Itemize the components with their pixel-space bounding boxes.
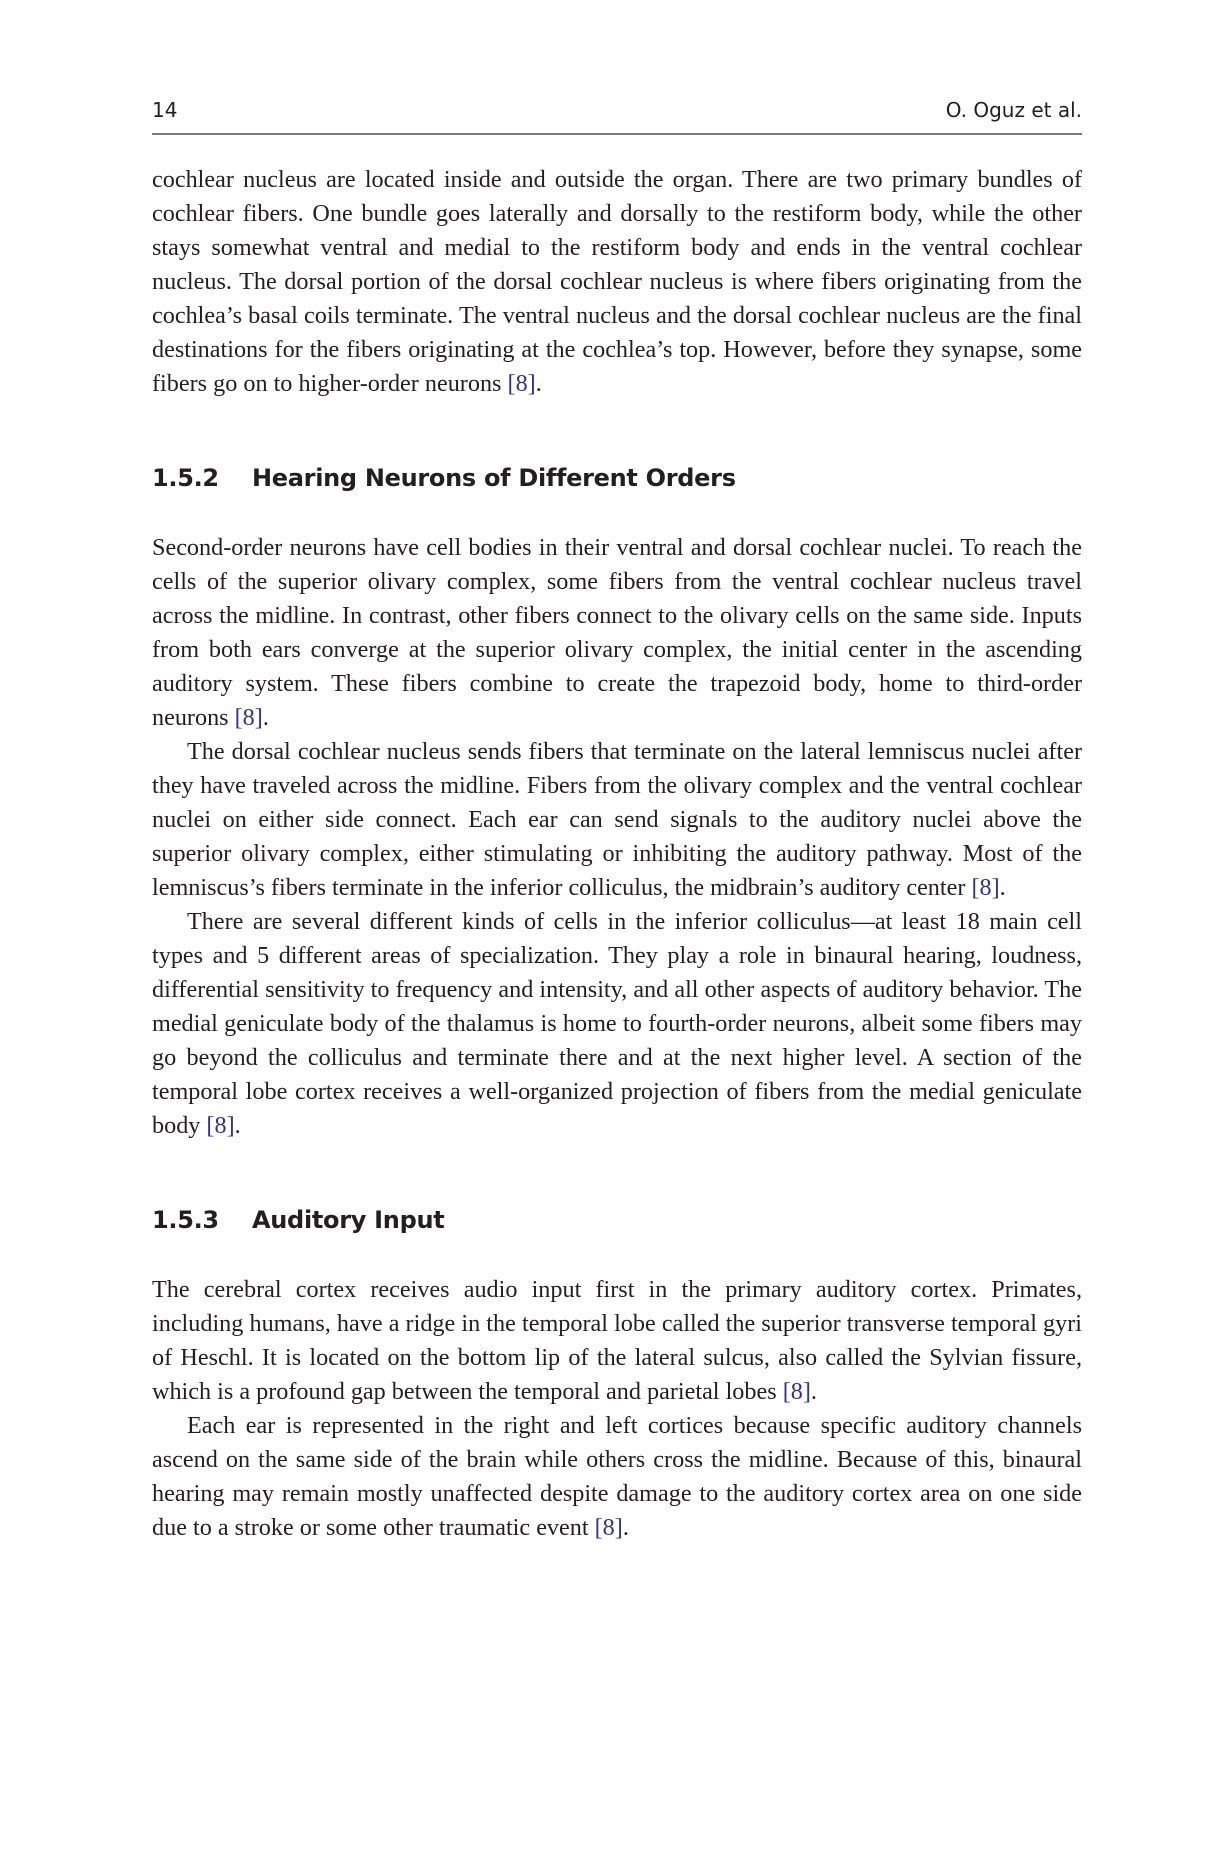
paragraph-text: cochlear nucleus are located inside and outside the organ. There are two primary bundles of cochlear fibers. One bundle goes laterally and dorsally to the restiform body, while the other stays somewhat ventral and medial to the restiform body and ends in the ventral cochlear nucleus. The dorsal portion of the dorsal cochlear nucleus is where fibers originating from the cochlea’s basal coils terminate. The ventral nucleus and the dorsal cochlear nucleus are the final destinations for the fibers originating at the cochlea’s top. However, before they synapse, some fibers go on to higher-order neurons (152, 166, 1082, 397)
paragraph-end: . (999, 874, 1006, 901)
section-title: Auditory Input (252, 1206, 445, 1234)
citation-link[interactable]: [8] (594, 1514, 623, 1541)
paragraph-1-5-3-2 (152, 1409, 1082, 1545)
running-head (152, 98, 1082, 128)
citation-link[interactable]: [8] (206, 1112, 235, 1139)
header-rule (152, 133, 1082, 135)
paragraph-1-5-2-2 (152, 735, 1082, 905)
citation-link[interactable]: [8] (971, 874, 1000, 901)
paragraph-text: The cerebral cortex receives audio input first in the primary auditory cortex. Primates, including humans, have a ridge in the temporal lobe called the superior transverse temporal gyri of Heschl. It is located on the bottom lip of the lateral sulcus, also called the Sylvian fissure, which is a profound gap between the temporal and parietal lobes (152, 1276, 1082, 1405)
paragraph-1-5-2-1 (152, 531, 1082, 735)
citation-link[interactable]: [8] (782, 1378, 811, 1405)
running-author: O. Oguz et al. (945, 98, 1082, 122)
section-number: 1.5.3 (152, 1206, 219, 1234)
paragraph-text: The dorsal cochlear nucleus sends fibers that terminate on the lateral lemniscus nuclei after they have traveled across the midline. Fibers from the olivary complex and the ventral cochlear nuclei on either side connect. Each ear can send signals to the auditory nuclei above the superior olivary complex, either stimulating or inhibiting the auditory pathway. Most of the lemniscus’s fibers terminate in the inferior colliculus, the midbrain’s auditory center (152, 738, 1082, 901)
citation-link[interactable]: [8] (234, 704, 263, 731)
paragraph-1-5-2-3 (152, 905, 1082, 1143)
section-heading-1-5-2 (152, 461, 1082, 495)
paragraph-end: . (622, 1514, 629, 1541)
body-text (152, 163, 1082, 1545)
paragraph-1-5-3-1 (152, 1273, 1082, 1409)
paragraph-end: . (262, 704, 269, 731)
paragraph-text: Each ear is represented in the right and left cortices because specific auditory channels ascend on the same side of the brain while others cross the midline. Because of this, binaural hearing may remain mostly unaffected despite damage to the auditory cortex area on one side due to a stroke or some other traumatic event (152, 1412, 1082, 1541)
paragraph-intro-1 (152, 163, 1082, 401)
paragraph-text: There are several different kinds of cells in the inferior colliculus—at least 18 main cell types and 5 different areas of specialization. They play a role in binaural hearing, loudness, differential sensitivity to frequency and intensity, and all other aspects of auditory behavior. The medial geniculate body of the thalamus is home to fourth-order neurons, albeit some fibers may go beyond the colliculus and terminate there and at the next higher level. A section of the temporal lobe cortex receives a well-organized projection of fibers from the medial geniculate body (152, 908, 1082, 1139)
section-heading-1-5-3 (152, 1203, 1082, 1237)
section-title: Hearing Neurons of Different Orders (252, 464, 736, 492)
section-number: 1.5.2 (152, 464, 219, 492)
paragraph-text: Second-order neurons have cell bodies in their ventral and dorsal cochlear nuclei. To reach the cells of the superior olivary complex, some fibers from the ventral cochlear nucleus travel across the midline. In contrast, other fibers connect to the olivary cells on the same side. Inputs from both ears converge at the superior olivary complex, the initial center in the ascending auditory system. These fibers combine to create the trapezoid body, home to third-order neurons (152, 534, 1082, 731)
page-number: 14 (152, 98, 178, 122)
paragraph-end: . (810, 1378, 817, 1405)
paragraph-end: . (234, 1112, 241, 1139)
paragraph-end: . (535, 370, 542, 397)
citation-link[interactable]: [8] (507, 370, 536, 397)
